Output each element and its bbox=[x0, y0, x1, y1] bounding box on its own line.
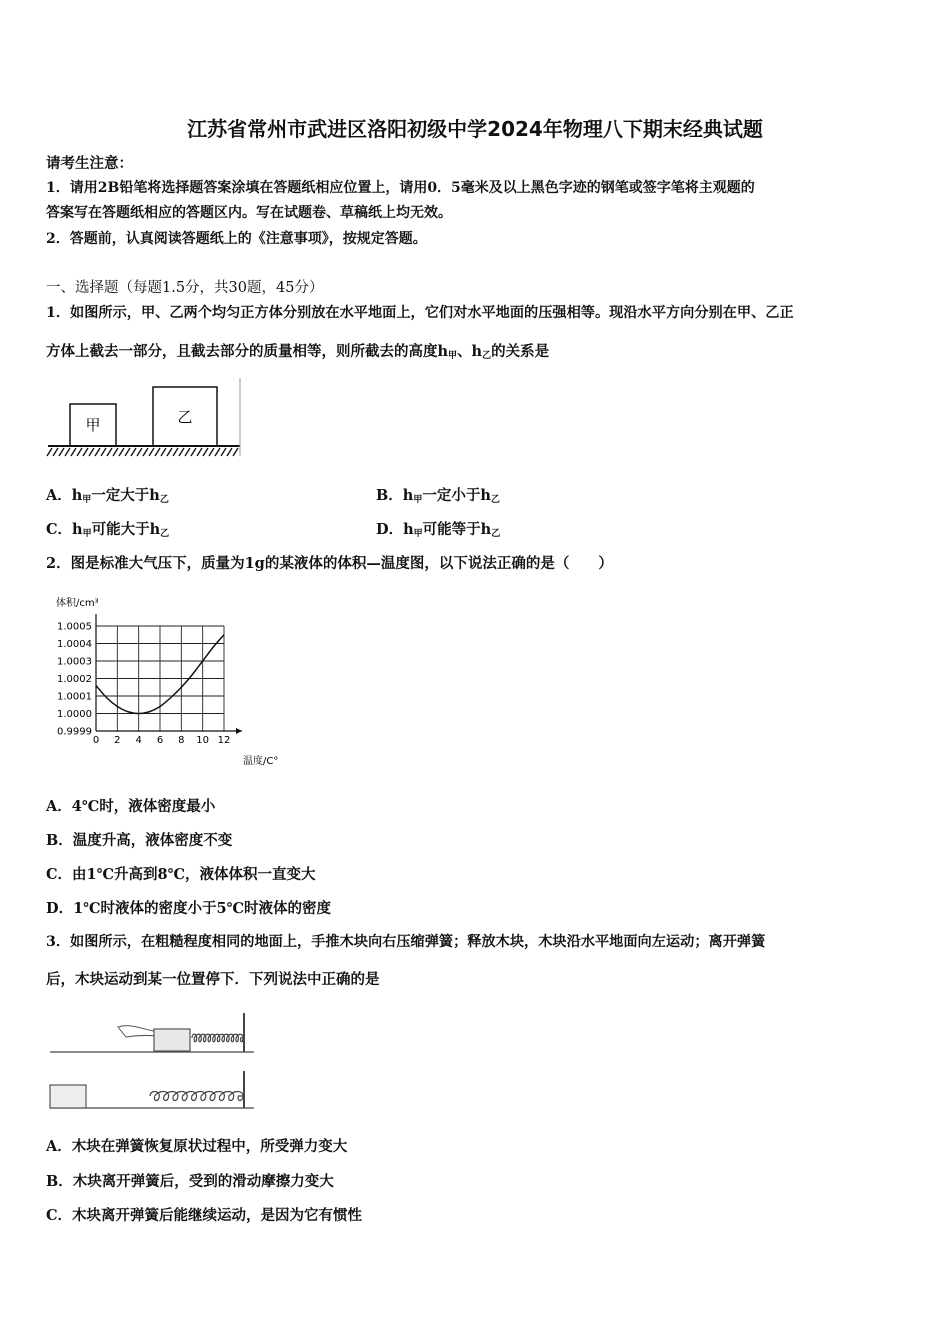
q1-stem-line-1: 1．如图所示，甲、乙两个均匀正方体分别放在水平地面上，它们对水平地面的压强相等。现沿水平方向分别在甲、乙正 bbox=[46, 305, 794, 321]
hatch-mark bbox=[221, 448, 226, 456]
y-tick-label: 1.0000 bbox=[57, 709, 92, 720]
x-tick-label: 8 bbox=[178, 735, 185, 746]
hatch-mark bbox=[209, 448, 214, 456]
q3-option-a[interactable]: A．木块在弹簧恢复原状过程中，所受弹力变大 bbox=[46, 1138, 348, 1155]
wood-block-top bbox=[154, 1029, 190, 1051]
hatch-mark bbox=[131, 448, 136, 456]
q2-option-c[interactable]: C．由1℃升高到8℃，液体体积一直变大 bbox=[46, 866, 316, 883]
hatch-mark bbox=[137, 448, 142, 456]
hatch-mark bbox=[143, 448, 148, 456]
spring-relaxed bbox=[150, 1092, 243, 1101]
q3-stem-line-2: 后，木块运动到某一位置停下．下列说法中正确的是 bbox=[46, 971, 380, 988]
q1-option-d[interactable]: D．$h_甲$可能等于$h_乙$ bbox=[376, 521, 501, 539]
notice-heading: 请考生注意： bbox=[46, 155, 133, 172]
wood-block-bottom bbox=[50, 1085, 86, 1108]
hatch-mark bbox=[77, 448, 82, 456]
hatch-mark bbox=[71, 448, 76, 456]
x-tick-label: 2 bbox=[114, 735, 121, 746]
y-tick-label: 1.0003 bbox=[57, 656, 92, 668]
spring-compressed bbox=[192, 1034, 243, 1042]
hatch-mark bbox=[53, 448, 58, 456]
y-tick-label: 1.0002 bbox=[57, 674, 92, 685]
x-tick-label: 6 bbox=[156, 735, 164, 746]
section-heading: 一、选择题（每题1.5分，共30题，45分） bbox=[46, 280, 324, 296]
q1-figure-cubes bbox=[46, 378, 246, 462]
hatch-mark bbox=[83, 448, 88, 456]
hatch-mark bbox=[167, 448, 172, 456]
hatch-mark bbox=[59, 448, 64, 456]
q2-volume-temperature-chart bbox=[46, 588, 296, 773]
q3-option-c[interactable]: C．木块离开弹簧后能继续运动，是因为它有惯性 bbox=[46, 1207, 363, 1224]
page-title: 江苏省常州市武进区洛阳初级中学2024年物理八下期末经典试题 bbox=[187, 117, 763, 141]
hatch-mark bbox=[227, 448, 232, 456]
y-tick-label: 1.0001 bbox=[57, 691, 92, 703]
chart-grid bbox=[96, 626, 224, 731]
q2-stem: 2．图是标准大气压下，质量为1g的某液体的体积—温度图，以下说法正确的是（ ） bbox=[46, 555, 613, 572]
chart-y-ticks bbox=[57, 622, 92, 738]
hatch-mark bbox=[197, 448, 202, 456]
q2-option-a[interactable]: A．4℃时，液体密度最小 bbox=[46, 798, 216, 815]
hatch-mark bbox=[191, 448, 196, 456]
q3-scene-compressed bbox=[50, 1013, 254, 1052]
hatch-mark bbox=[179, 448, 184, 456]
y-tick-label: 1.0005 bbox=[57, 621, 92, 633]
hatch-mark bbox=[47, 448, 52, 456]
notice-line-2: 答案写在答题纸相应的答题区内。写在试题卷、草稿纸上均无效。 bbox=[46, 205, 452, 221]
hand-icon bbox=[118, 1026, 156, 1037]
hatch-mark bbox=[185, 448, 190, 456]
notice-line-3: 2．答题前，认真阅读答题纸上的《注意事项》，按规定答题。 bbox=[46, 231, 427, 247]
q1-option-b[interactable]: B．$h_甲$一定小于$h_乙$ bbox=[376, 487, 500, 505]
cube-yi-label: 乙 bbox=[177, 408, 193, 426]
y-tick-label: 1.0004 bbox=[57, 639, 92, 650]
chart-axes bbox=[96, 614, 242, 734]
chart-x-axis-label: 温度/C° bbox=[243, 756, 279, 767]
hatch-mark bbox=[173, 448, 178, 456]
hatch-mark bbox=[89, 448, 94, 456]
hatch-mark bbox=[215, 448, 220, 456]
hatch-mark bbox=[113, 448, 118, 456]
q1-option-a[interactable]: A．$h_甲$一定大于$h_乙$ bbox=[46, 487, 169, 505]
x-tick-label: 0 bbox=[92, 735, 100, 746]
x-tick-label: 4 bbox=[135, 735, 142, 746]
hatch-mark bbox=[107, 448, 112, 456]
q3-scene-released bbox=[50, 1071, 254, 1108]
hatch-mark bbox=[65, 448, 70, 456]
hatch-mark bbox=[101, 448, 106, 456]
x-axis-arrow bbox=[236, 728, 242, 734]
hatch-mark bbox=[119, 448, 124, 456]
hatch-mark bbox=[155, 448, 160, 456]
hatch-mark bbox=[149, 448, 154, 456]
q3-figure-spring-block bbox=[46, 1005, 261, 1117]
x-tick-label: 10 bbox=[196, 735, 210, 746]
chart-y-axis-label: 体积/cm³ bbox=[56, 598, 99, 609]
q2-option-d[interactable]: D．1℃时液体的密度小于5℃时液体的密度 bbox=[46, 900, 332, 917]
x-tick-label: 12 bbox=[217, 735, 231, 746]
hatch-mark bbox=[161, 448, 166, 456]
ground-hatching bbox=[47, 448, 238, 456]
hatch-mark bbox=[95, 448, 100, 456]
q3-option-b[interactable]: B．木块离开弹簧后，受到的滑动摩擦力变大 bbox=[46, 1173, 334, 1190]
q1-stem-line-2: 方体上截去一部分，且截去部分的质量相等，则所截去的高度$h_甲$、$h_乙$的关系是 bbox=[46, 343, 550, 361]
q3-stem-line-1: 3．如图所示，在粗糙程度相同的地面上，手推木块向右压缩弹簧；释放木块，木块沿水平地面向左运动；离开弹簧 bbox=[46, 934, 766, 950]
hatch-mark bbox=[125, 448, 130, 456]
chart-x-ticks bbox=[93, 735, 231, 746]
q2-option-b[interactable]: B．温度升高，液体密度不变 bbox=[46, 832, 233, 849]
q1-option-c[interactable]: C．$h_甲$可能大于$h_乙$ bbox=[46, 521, 170, 539]
notice-line-1: 1．请用2B铅笔将选择题答案涂填在答题纸相应位置上，请用0．5毫米及以上黑色字迹的钢笔或签字笔将主观题的 bbox=[46, 180, 755, 196]
cube-jia-label: 甲 bbox=[85, 416, 101, 434]
hatch-mark bbox=[203, 448, 208, 456]
y-tick-label: 0.9999 bbox=[57, 726, 92, 738]
hatch-mark bbox=[233, 448, 238, 456]
